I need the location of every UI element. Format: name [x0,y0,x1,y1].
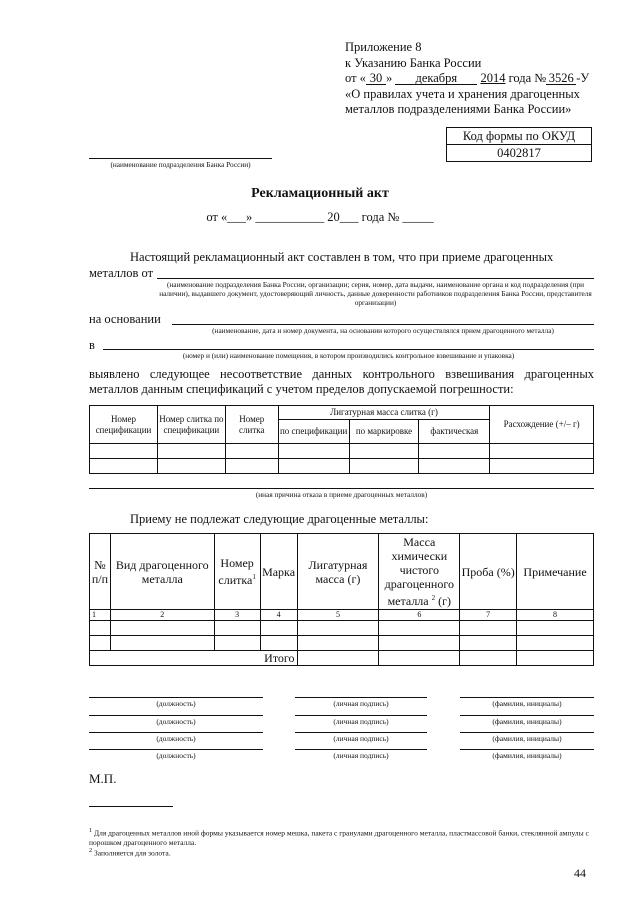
position-caption-1: (должность) [156,699,196,708]
signature-caption-3: (личная подпись) [333,734,389,743]
signature-caption-2: (личная подпись) [333,717,389,726]
total-row [90,651,594,666]
basis-line [172,324,594,325]
col-ingot-number: Номер слитка$^1$ [214,534,260,610]
position-caption-3: (должность) [156,734,196,743]
basis-caption: (наименование, дата и номер документа, на основании которого осуществлялся прием драгоценного металла) [212,326,554,335]
full-name-caption-3: (фамилия, инициалы) [492,734,562,743]
col-row-number: № п/п [90,534,111,610]
appendix-number: 3526 [546,72,576,85]
position-line-4[interactable] [89,749,263,750]
full-name-caption-4: (фамилия, инициалы) [492,751,562,760]
other-reason-caption: (иная причина отказа в приеме драгоценных металлов) [255,490,428,499]
appendix-year: 2014 [480,71,506,85]
column-numbers-row: 1 2 3 4 5 6 7 8 [90,610,594,621]
col-spec-number: Номер спецификации [90,406,158,444]
table-row [90,621,594,636]
sub-by-spec: по спецификации [278,420,349,444]
col-mark: Марка [260,534,297,610]
sub-by-marking: по маркировке [349,420,419,444]
table-row [90,636,594,651]
appendix-month: декабря [395,72,477,85]
full-name-line-3[interactable] [460,732,594,733]
reject-text: Приему не подлежат следующие драгоценные металлы: [130,512,429,526]
position-line-3[interactable] [89,732,263,733]
col-ligature-mass: Лигатурная масса слитка (г) [278,406,490,420]
col-note: Примечание [517,534,594,610]
basis-label: на основании [89,312,161,326]
intro-line-2: металлов от [89,266,154,280]
rejected-metals-table [89,533,594,666]
found-line-2: металлов данным спецификаций с учетом пределов допускаемой погрешности: [89,382,514,396]
from-caption: (наименование подразделения Банка России, организации; серия, номер, дата выдачи, наименование органа и код подразделения (при наличии), выдавшего документ, удостоверяющий личность, данные доверенности работников подразделения Банка России, представителя организации) [159,280,592,307]
table-row [90,459,594,474]
appendix-subject-2: металлов подразделениями Банка России» [345,102,572,116]
signature-caption-1: (личная подпись) [333,699,389,708]
other-reason-line [89,488,594,489]
position-line-1[interactable] [89,697,263,698]
weighing-mismatch-table [89,405,594,474]
stamp-label: М.П. [89,771,117,786]
full-name-caption-2: (фамилия, инициалы) [492,717,562,726]
col-metal-type: Вид драгоценного металла [110,534,214,610]
col-ingot-number: Номер слитка [225,406,278,444]
total-label: Итого [90,651,298,666]
dept-line [89,158,272,159]
full-name-line-2[interactable] [460,715,594,716]
position-line-2[interactable] [89,715,263,716]
appendix-header [345,40,589,118]
position-caption-4: (должность) [156,751,196,760]
col-ingot-by-spec: Номер слитка по спецификации [157,406,225,444]
signature-line-4[interactable] [295,749,427,750]
page-number: 44 [574,866,586,880]
footnote-divider [89,806,173,807]
okud-box [446,127,592,162]
appendix-title: Приложение 8 [345,40,422,54]
place-label: в [89,338,95,352]
signature-line-1[interactable] [295,697,427,698]
signature-line-2[interactable] [295,715,427,716]
footnote-2: $^2$ Заполняется для золота. [89,847,171,858]
found-line-1: выявлено следующее несоответствие данных контрольного взвешивания драгоценных [89,367,594,381]
full-name-line-1[interactable] [460,697,594,698]
okud-label: Код формы по ОКУД [447,128,591,145]
place-line [103,349,594,350]
col-chem-pure-mass: Масса химически чистого драгоценного металла $^2$ (г) [379,534,460,610]
okud-code: 0402817 [497,146,541,160]
intro-line-1: Настоящий рекламационный акт составлен в том, что при приеме драгоценных [130,250,554,264]
appendix-date: от « 30 » декабря 2014 года № 3526 -У [345,71,590,85]
signature-line-3[interactable] [295,732,427,733]
sub-actual: фактическая [419,420,490,444]
full-name-caption-1: (фамилия, инициалы) [492,699,562,708]
act-title: Рекламационный акт [251,186,389,201]
act-date-line: от «___» ___________ 20___ года № _____ [206,210,434,224]
appendix-ref: к Указанию Банка России [345,55,482,70]
appendix-subject-1: «О правилах учета и хранения драгоценных [345,86,580,101]
col-ligature-mass: Лигатурная масса (г) [297,534,379,610]
from-line [157,278,594,279]
footnote-1: $^1$ Для драгоценных металлов иной формы указывается номер мешка, пакета с гранулами драгоценного металла, пластмассовой банки, стеклянной ампулы с порошком драгоценного металла. [89,827,589,847]
col-discrepancy: Расхождение (+/– г) [490,406,594,444]
table-row [90,444,594,459]
dept-caption: (наименование подразделения Банка России) [110,160,251,169]
position-caption-2: (должность) [156,717,196,726]
full-name-line-4[interactable] [460,749,594,750]
signature-caption-4: (личная подпись) [333,751,389,760]
col-probe: Проба (%) [460,534,517,610]
place-caption: (номер и (или) наименование помещения, в котором производились контрольное взвешивание и упаковка) [182,351,515,360]
appendix-day: 30 [366,72,386,85]
